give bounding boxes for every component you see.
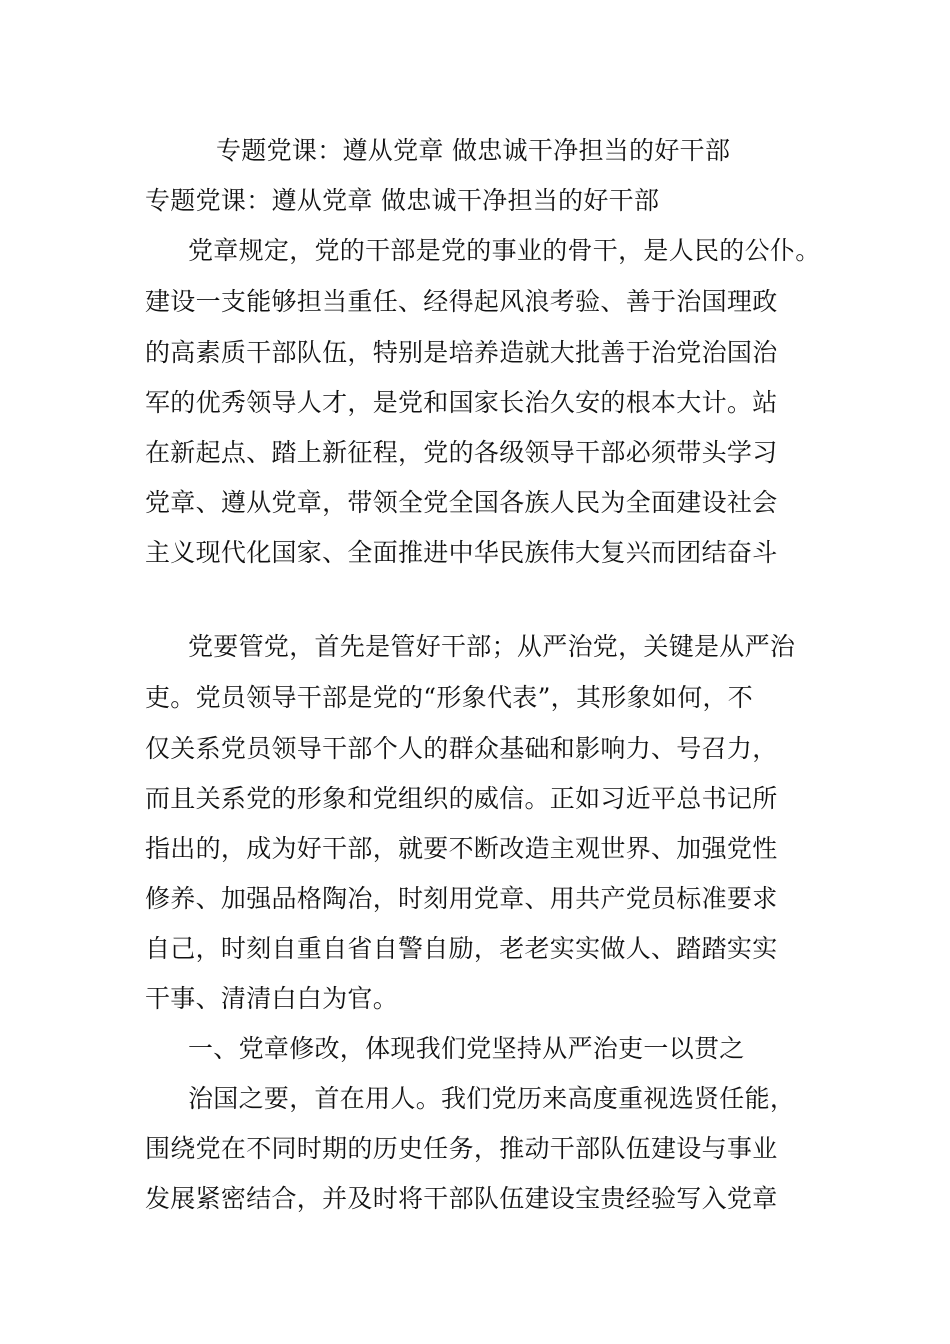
paragraph-line: 自己，时刻自重自省自警自励，老老实实做人、踏踏实实 [145,934,778,963]
paragraph-line: 党章规定，党的干部是党的事业的骨干，是人民的公仆。 [188,236,821,265]
paragraph-line: 干事、清清白白为官。 [145,984,399,1013]
paragraph-line: 建设一支能够担当重任、经得起风浪考验、善于治国理政 [145,287,778,316]
paragraph-line: 治国之要，首在用人。我们党历来高度重视选贤任能， [188,1084,796,1113]
paragraph-line: 指出的，成为好干部，就要不断改造主观世界、加强党性 [145,834,778,863]
document-subtitle: 专题党课：遵从党章 做忠诚干净担当的好干部 [145,186,660,215]
paragraph-line: 军的优秀领导人才，是党和国家长治久安的根本大计。站 [145,388,778,417]
paragraph-line: 党要管党，首先是管好干部；从严治党，关键是从严治 [188,632,796,661]
paragraph-line: 主义现代化国家、全面推进中华民族伟大复兴而团结奋斗 [145,538,778,567]
paragraph-line: 修养、加强品格陶冶，时刻用党章、用共产党员标准要求 [145,884,778,913]
paragraph-line: 而且关系党的形象和党组织的威信。正如习近平总书记所 [145,784,778,813]
paragraph-line: 党章、遵从党章，带领全党全国各族人民为全面建设社会 [145,488,778,517]
paragraph-line: 在新起点、踏上新征程，党的各级领导干部必须带头学习 [145,438,778,467]
paragraph-line: 围绕党在不同时期的历史任务，推动干部队伍建设与事业 [145,1134,778,1163]
paragraph-line: 的高素质干部队伍，特别是培养造就大批善于治党治国治 [145,338,778,367]
paragraph-line: 发展紧密结合，并及时将干部队伍建设宝贵经验写入党章 [145,1184,778,1213]
section-heading: 一、党章修改，体现我们党坚持从严治吏一以贯之 [188,1034,745,1063]
document-title: 专题党课：遵从党章 做忠诚干净担当的好干部 [216,136,731,165]
paragraph-line: 吏。党员领导干部是党的“形象代表”，其形象如何，不 [145,683,754,712]
paragraph-line: 仅关系党员领导干部个人的群众基础和影响力、号召力， [145,734,778,763]
